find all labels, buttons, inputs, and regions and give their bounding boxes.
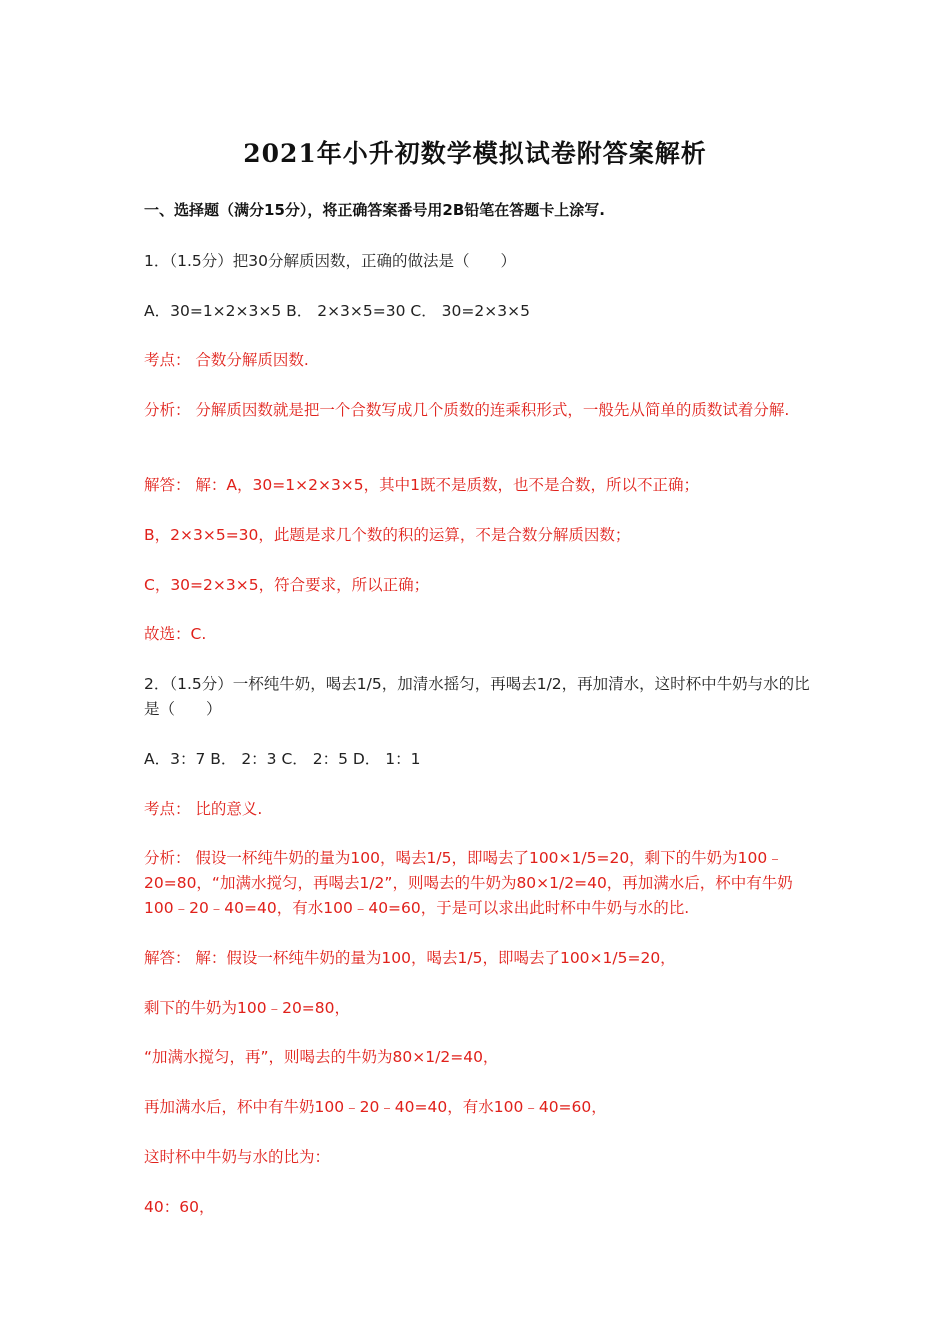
question-2-answer-line-5: 这时杯中牛奶与水的比为：	[144, 1148, 331, 1166]
question-2-options: A．3：7 B． 2：3 C． 2：5 D． 1：1	[144, 750, 421, 768]
question-2-point: 考点： 比的意义.	[144, 800, 263, 818]
question-1-answer-a: 解答： 解：A，30=1×2×3×5，其中1既不是质数，也不是合数，所以不正确；	[144, 476, 700, 494]
question-2-analysis: 分析： 假设一杯纯牛奶的量为100，喝去1/5，即喝去了100×1/5=20，剩下的牛奶为100﹣20=80，“加满水搅匀，再喝去1/2”，则喝去的牛奶为80×1/2=40，再加满水后，杯中有牛奶100﹣20﹣40=40，有水100﹣40=60，于是可以求出此时杯中牛奶与水的比.	[144, 849, 793, 917]
question-1-point: 考点： 合数分解质因数.	[144, 351, 309, 369]
question-1-analysis: 分析： 分解质因数就是把一个合数写成几个质数的连乘积形式，一般先从简单的质数试着分解.	[144, 401, 790, 419]
section-heading: 一、选择题（满分15分），将正确答案番号用2B铅笔在答题卡上涂写.	[144, 201, 605, 219]
question-2-answer-line-2: 剩下的牛奶为100﹣20=80，	[144, 999, 351, 1017]
question-1-stem: 1．（1.5分）把30分解质因数，正确的做法是（ ）	[144, 252, 516, 270]
question-2-answer-line-4: 再加满水后，杯中有牛奶100﹣20﹣40=40，有水100﹣40=60，	[144, 1098, 607, 1116]
question-2-stem: 2．（1.5分）一杯纯牛奶，喝去1/5，加清水摇匀，再喝去1/2，再加清水，这时杯中牛奶与水的比是（ ）	[144, 675, 810, 718]
question-1-options: A．30=1×2×3×5 B． 2×3×5=30 C． 30=2×3×5	[144, 302, 530, 320]
question-1-answer-c: C，30=2×3×5，符合要求，所以正确；	[144, 576, 430, 594]
question-2-answer-line-6: 40：60，	[144, 1198, 215, 1216]
question-1-choice: 故选：C.	[144, 625, 207, 643]
question-2-answer-line-1: 解答： 解：假设一杯纯牛奶的量为100，喝去1/5，即喝去了100×1/5=20，	[144, 949, 676, 967]
question-2-answer-line-3: “加满水搅匀，再”，则喝去的牛奶为80×1/2=40，	[144, 1048, 499, 1066]
document-title: 2021年小升初数学模拟试卷附答案解析	[243, 139, 707, 168]
question-1-answer-b: B，2×3×5=30，此题是求几个数的积的运算，不是合数分解质因数；	[144, 526, 631, 544]
